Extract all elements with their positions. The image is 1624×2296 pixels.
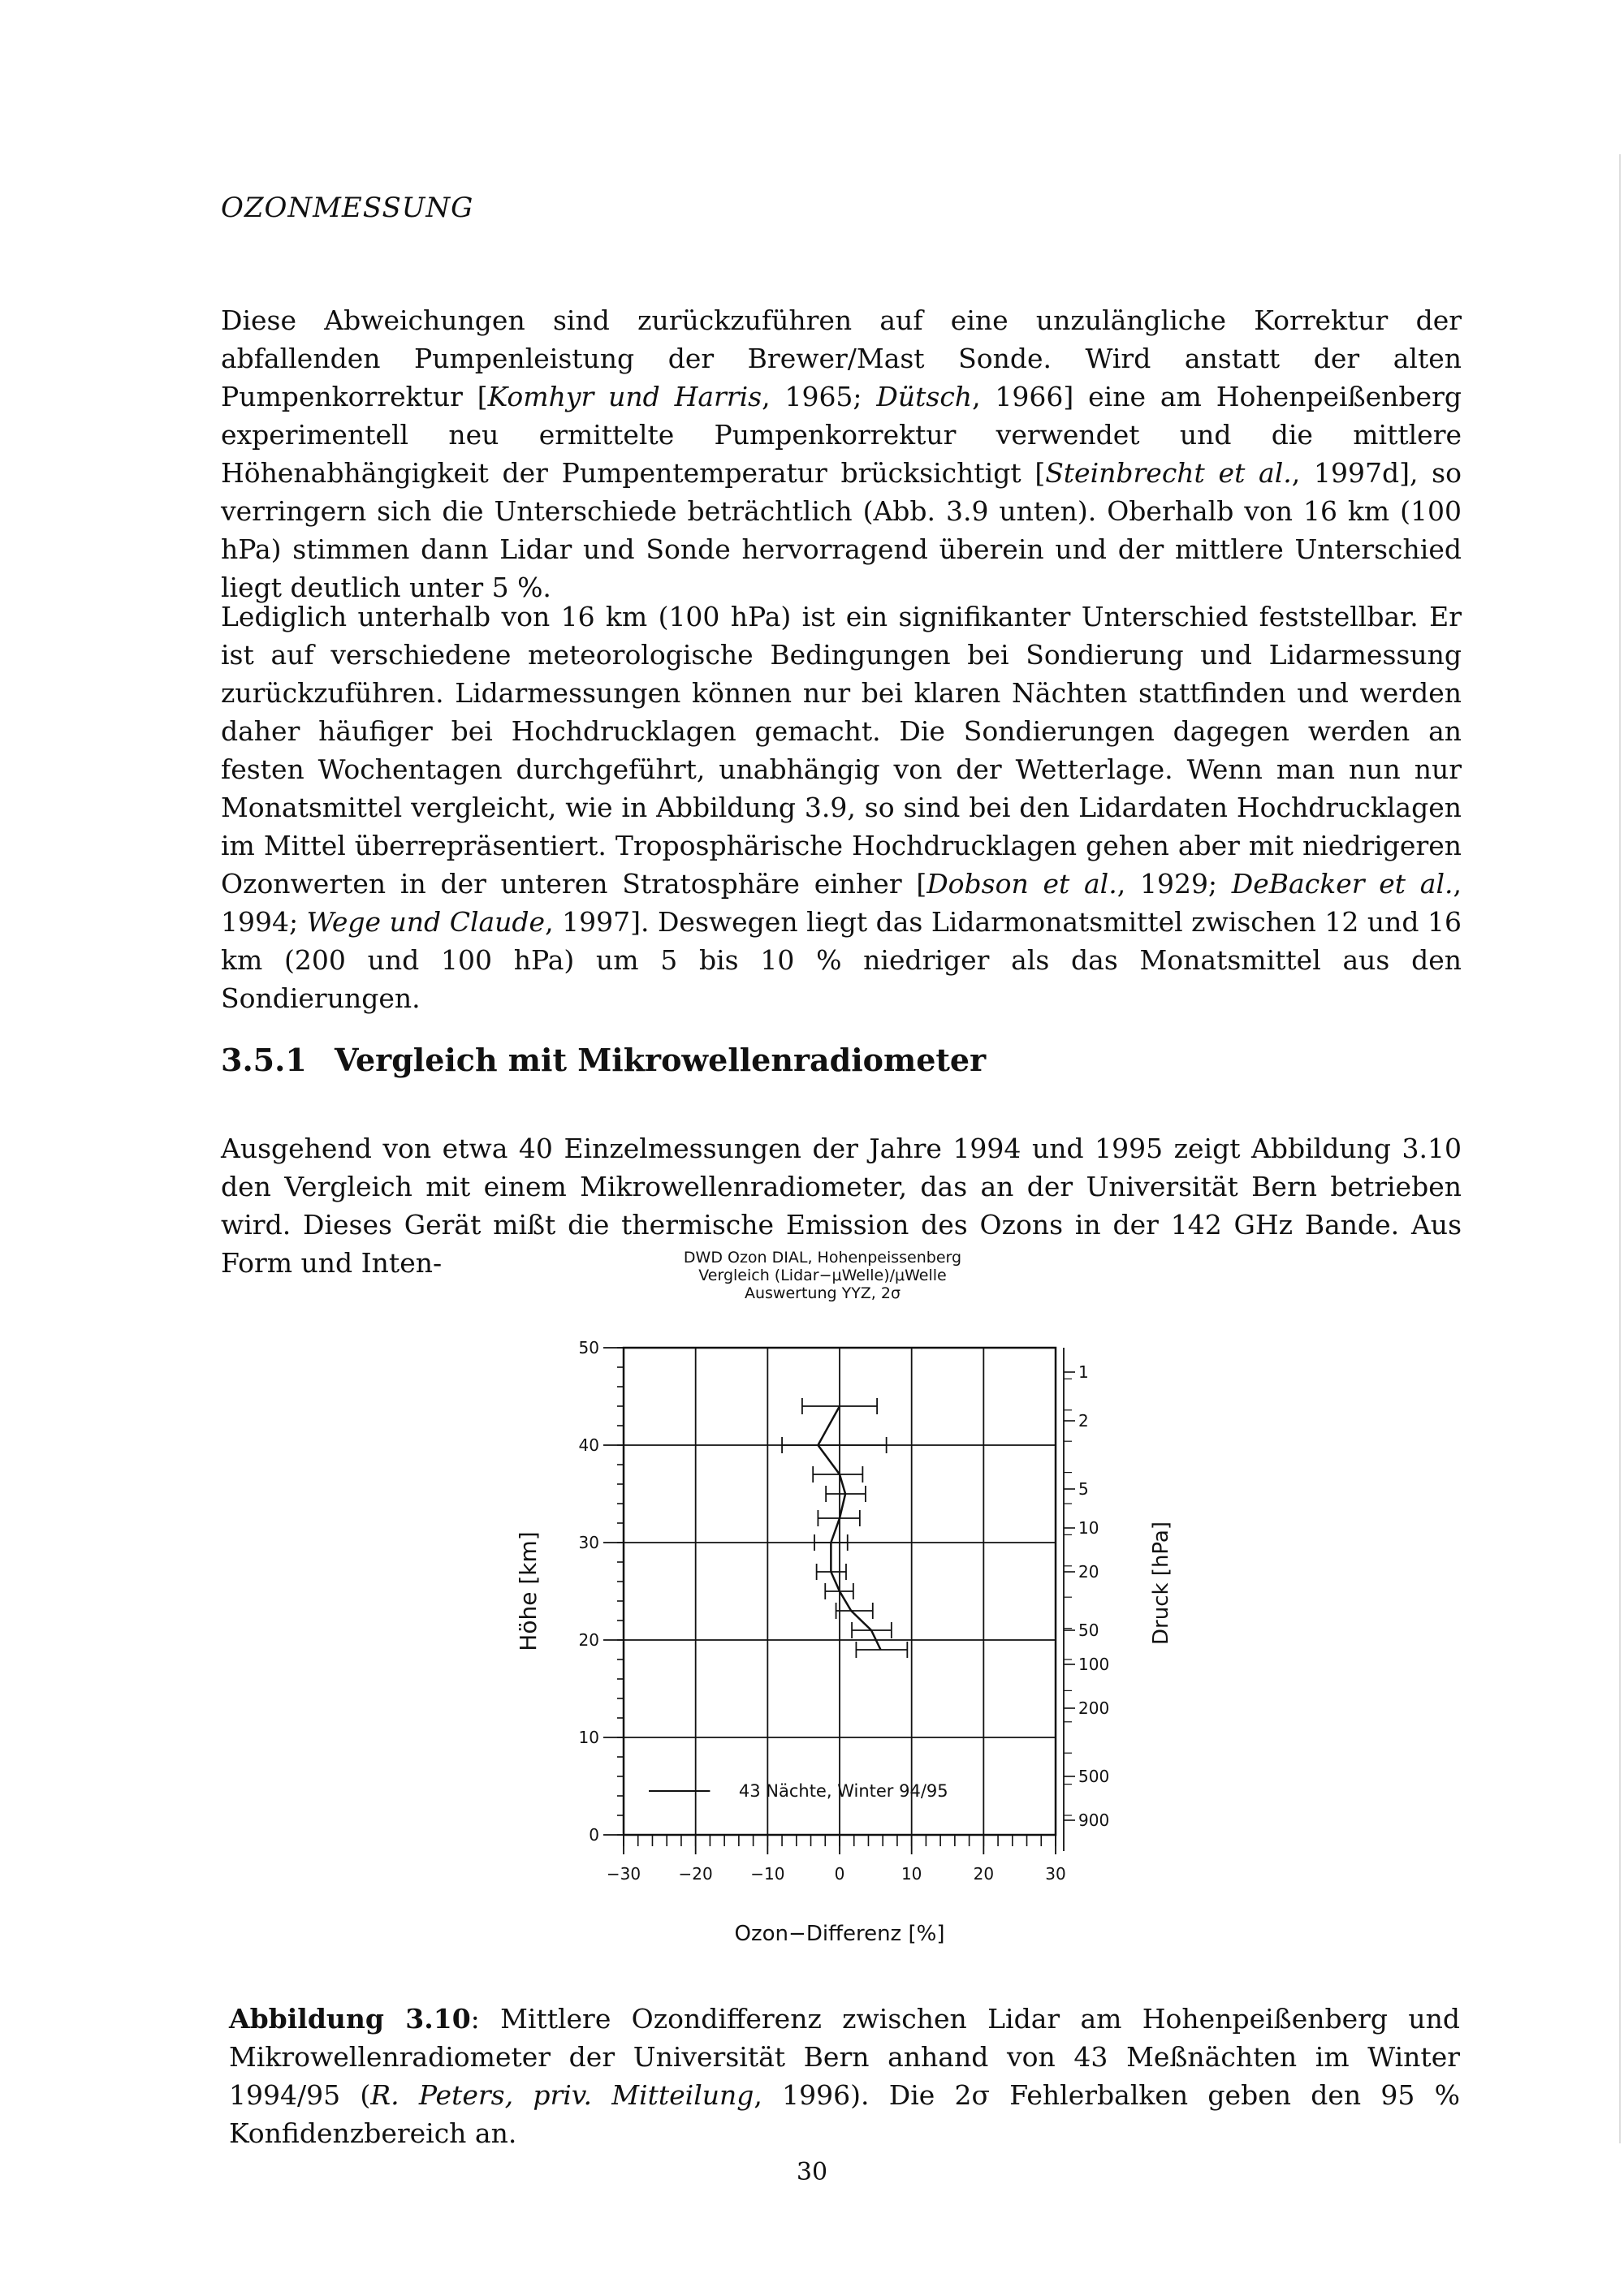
y2-tick-label: 100 — [1078, 1655, 1110, 1674]
paragraph-3: Ausgehend von etwa 40 Einzelmessungen der Jahre 1994 und 1995 zeigt Abbildung 3.10 den Vergleich mit einem Mikrowellenradiometer, das an der Universität Bern betrieben wird. Dieses Gerät mißt die thermische Emission des Ozons in der 142 GHz Bande. Aus Form und Inten- — [221, 1133, 1462, 1279]
series-line — [818, 1406, 880, 1650]
y-tick-label: 20 — [578, 1630, 599, 1650]
caption-label: Abbildung 3.10 — [229, 2003, 471, 2035]
paragraph-2: Lediglich unterhalb von 16 km (100 hPa) ist ein signifikanter Unterschied feststellbar. Er ist auf verschiedene meteorologische Bedingungen bei Sondierung und Lidarmessung zurückzuführen. Lidarmessungen können nur bei klaren Nächten stattfinden und werden daher häufiger bei Hochdrucklagen gemacht. Die Sondierungen dagegen werden an festen Wochentagen durchgeführt, unabhängig von der Wetterlage. Wenn man nun nur Monatsmittel vergleicht, wie in Abbildung 3.9, so sind bei den Lidardaten Hochdrucklagen im Mittel überrepräsentiert. Troposphärische Hochdrucklagen gehen aber mit niedrigeren Ozonwerten in der unteren Stratosphäre einher [Dobson et al., 1929; DeBacker et al., 1994; Wege und Claude, 1997]. Deswegen liegt das Lidarmonatsmittel zwischen 12 und 16 km (200 und 100 hPa) um 5 bis 10 % niedriger als das Monatsmittel aus den Sondierungen. — [221, 601, 1462, 1014]
y2-tick-label: 10 — [1078, 1518, 1099, 1538]
y2-tick-label: 200 — [1078, 1698, 1110, 1718]
y-axis-title: Höhe [km] — [515, 1531, 542, 1651]
x-tick-label: 30 — [1045, 1864, 1066, 1884]
y-tick-label: 0 — [589, 1825, 599, 1845]
x-tick-label: −20 — [678, 1864, 713, 1884]
figure-caption — [229, 2000, 1460, 2152]
legend-label: 43 Nächte, Winter 94/95 — [738, 1781, 948, 1801]
x-tick-label: 10 — [901, 1864, 922, 1884]
chart-title-line-2: Vergleich (Lidar−μWelle)/μWelle — [698, 1267, 947, 1284]
y2-tick-label: 1 — [1078, 1362, 1089, 1382]
y2-tick-label: 900 — [1078, 1810, 1110, 1830]
x-axis-title: Ozon−Differenz [%] — [734, 1922, 945, 1946]
x-tick-label: −30 — [606, 1864, 641, 1884]
y-tick-label: 50 — [578, 1338, 599, 1357]
y2-tick-label: 50 — [1078, 1621, 1099, 1640]
chart-title-line-1: DWD Ozon DIAL, Hohenpeissenberg — [683, 1249, 962, 1267]
page-number: 30 — [796, 2158, 828, 2186]
scan-edge-line — [1619, 154, 1621, 2143]
x-tick-label: 0 — [834, 1864, 845, 1884]
running-head: OZONMESSUNG — [221, 192, 474, 224]
section-number: 3.5.1 — [221, 1042, 307, 1078]
chart-svg — [455, 1246, 1186, 1961]
figure-ozone-difference-chart — [455, 1246, 1186, 1961]
section-title: Vergleich mit Mikrowellenradiometer — [335, 1042, 987, 1078]
caption-text: : Mittlere Ozondifferenz zwischen Lidar am Hohenpeißenberg und Mikrowellenradiometer der Universität Bern anhand von 43 Meßnächten im Winter 1994/95 (R. Peters, priv. Mitteilung, 1996). Die 2σ Fehlerbalken geben den 95 % Konfidenzbereich an. — [229, 2003, 1461, 2149]
plot-area — [515, 1338, 1173, 1946]
x-tick-label: 20 — [973, 1864, 995, 1884]
y-tick-label: 30 — [578, 1533, 599, 1552]
x-tick-label: −10 — [750, 1864, 785, 1884]
y-tick-label: 10 — [578, 1728, 599, 1747]
y2-tick-label: 5 — [1078, 1479, 1089, 1499]
section-heading — [221, 1042, 986, 1078]
chart-title-line-3: Auswertung YYZ, 2σ — [744, 1284, 901, 1302]
y-tick-label: 40 — [578, 1435, 599, 1455]
paragraph-1: Diese Abweichungen sind zurückzuführen auf eine unzulängliche Korrektur der abfallenden Pumpenleistung der Brewer/Mast Sonde. Wird anstatt der alten Pumpenkorrektur [Komhyr und Harris, 1965; Dütsch, 1966] eine am Hohenpeißenberg experimentell neu ermittelte Pumpenkorrektur verwendet und die mittlere Höhenabhängigkeit der Pumpentemperatur brücksichtigt [Steinbrecht et al., 1997d], so verringern sich die Unterschiede beträchtlich (Abb. 3.9 unten). Oberhalb von 16 km (100 hPa) stimmen dann Lidar und Sonde hervorragend überein und der mittlere Unterschied liegt deutlich unter 5 %. — [221, 304, 1462, 603]
y2-tick-label: 20 — [1078, 1562, 1099, 1582]
y2-axis-title: Druck [hPa] — [1149, 1521, 1173, 1646]
y2-tick-label: 2 — [1078, 1411, 1089, 1431]
y2-tick-label: 500 — [1078, 1767, 1110, 1786]
